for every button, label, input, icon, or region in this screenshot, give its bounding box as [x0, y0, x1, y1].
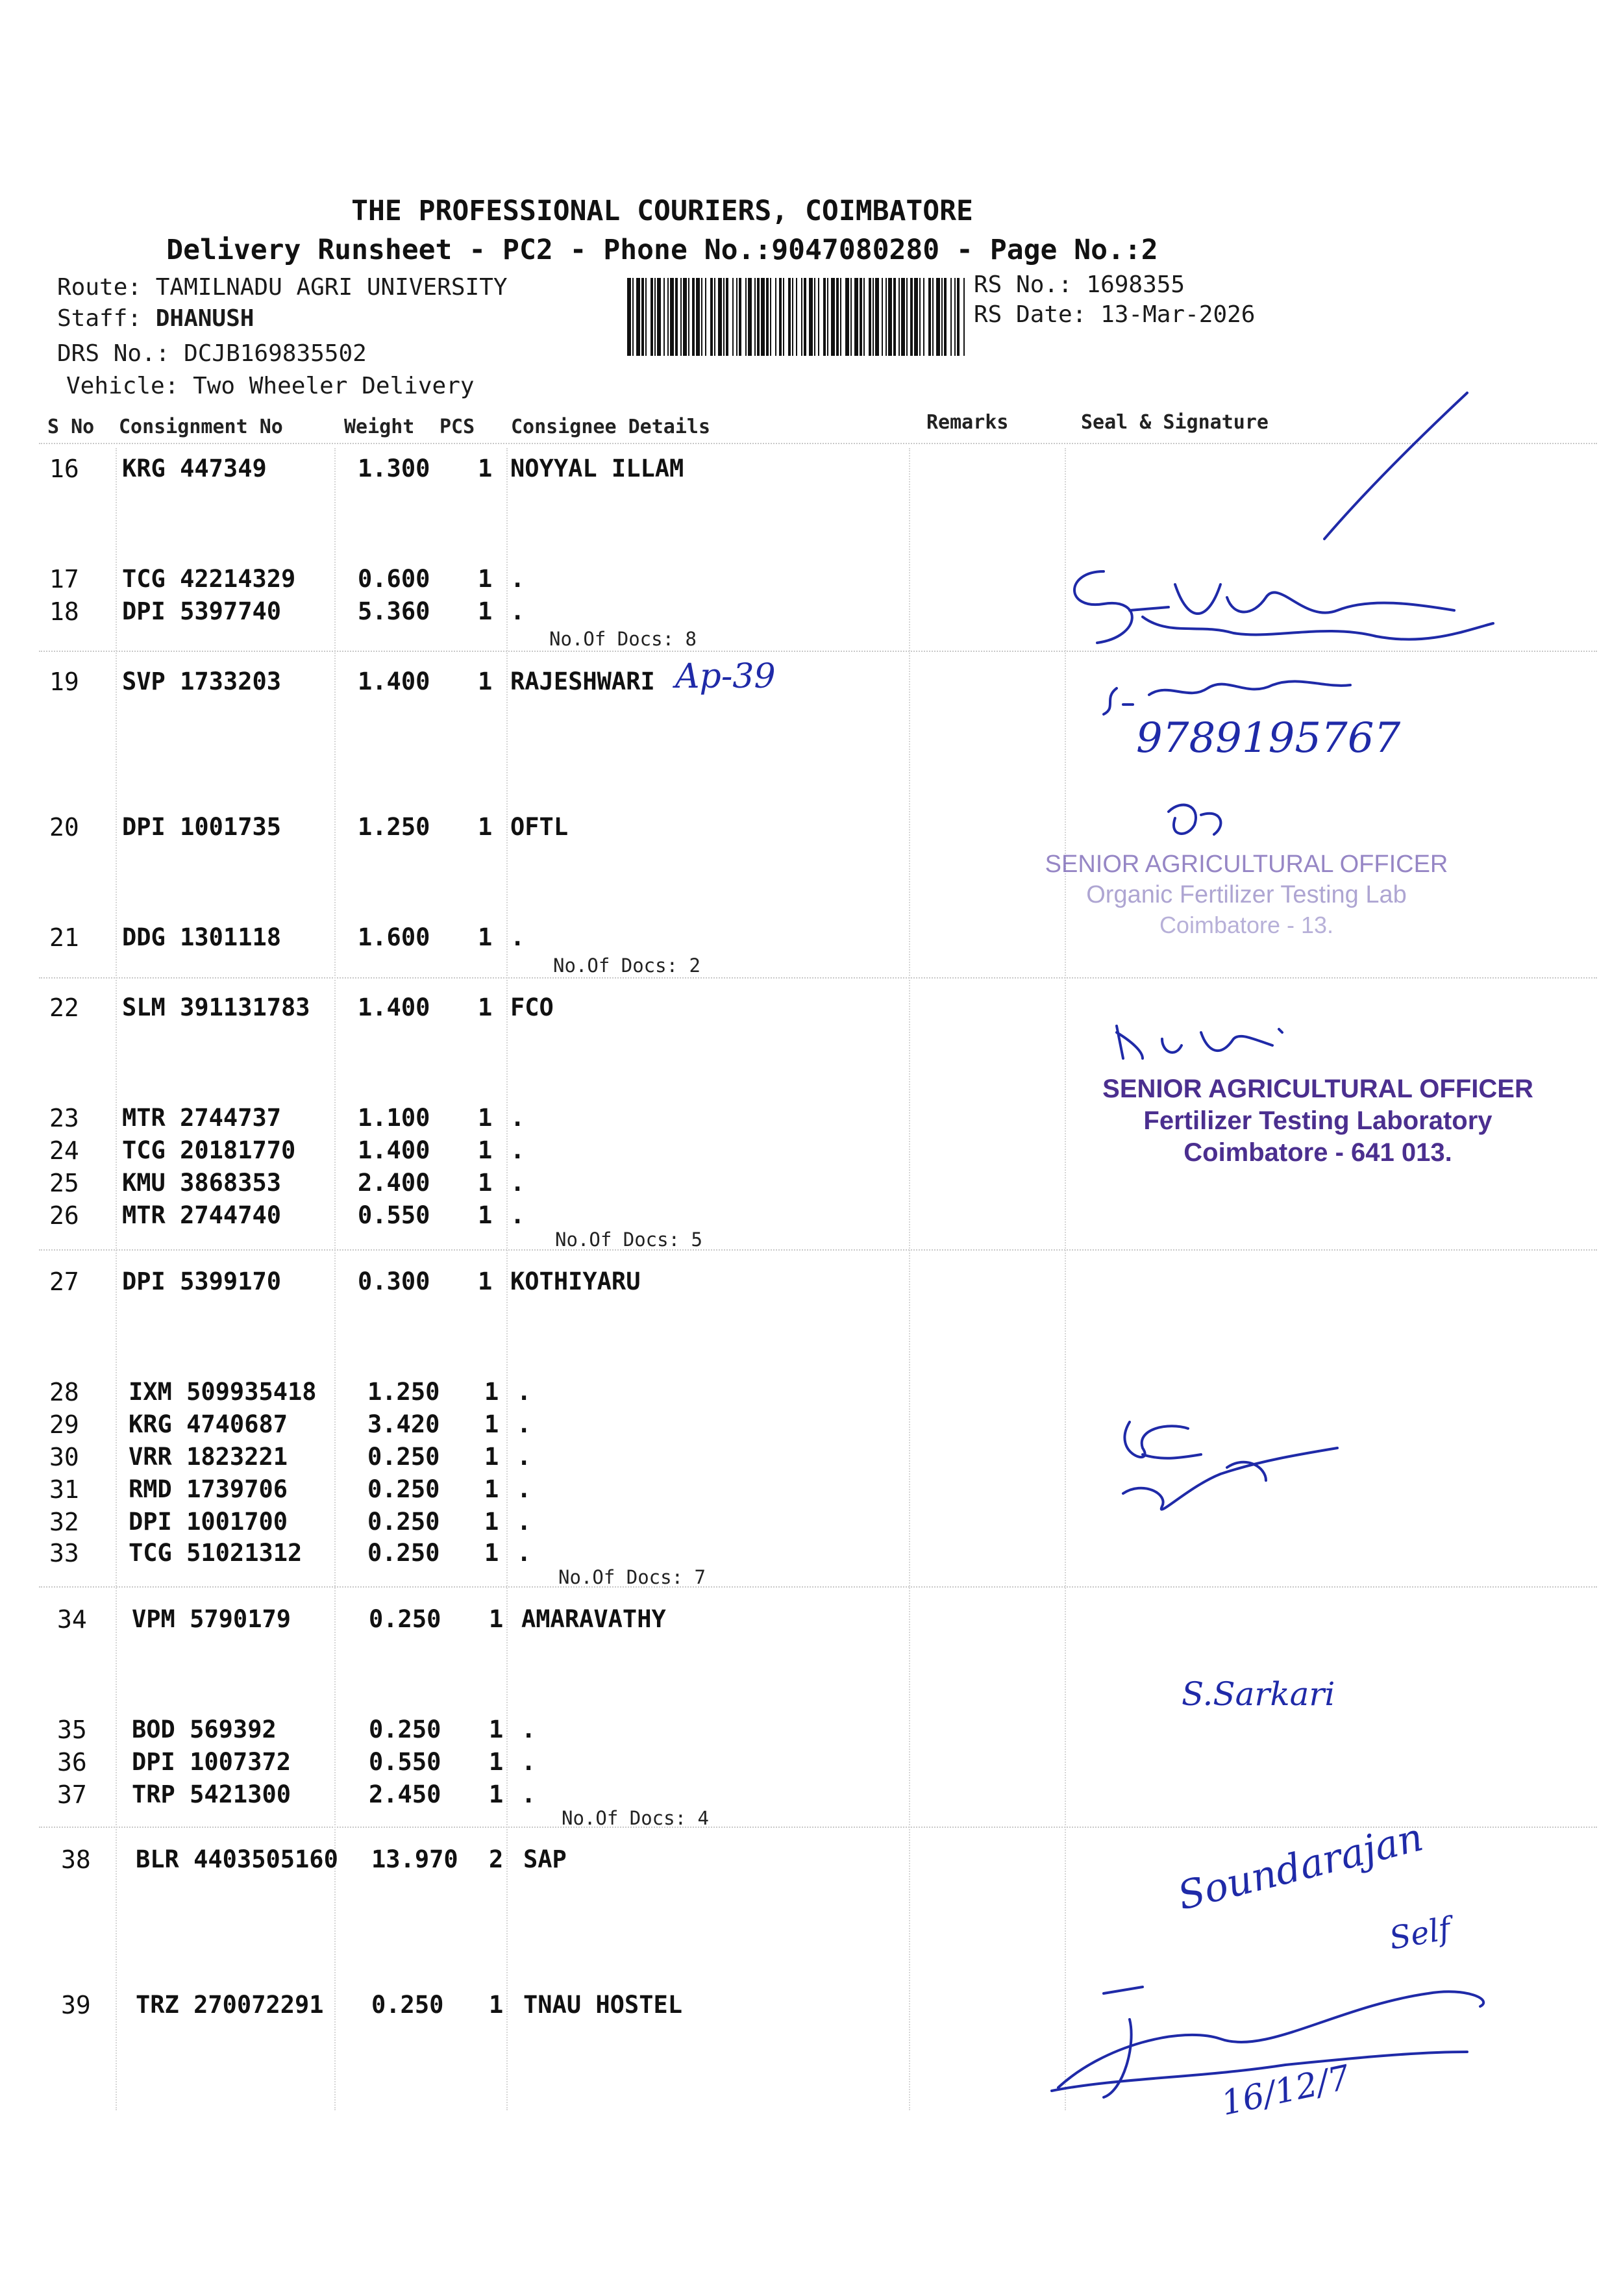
barcode-bar	[869, 278, 871, 356]
barcode-bar	[888, 278, 892, 356]
handwritten-signature-note: S.Sarkari	[1182, 1675, 1335, 1713]
row-pcs: 1	[478, 455, 493, 482]
staff-name: DHANUSH	[155, 305, 254, 332]
barcode-bar	[792, 278, 793, 356]
row-divider	[39, 1249, 1597, 1251]
row-consignment: KRG 4740687	[129, 1410, 288, 1438]
row-consignment: DPI 5397740	[122, 597, 282, 625]
barcode-bar	[667, 278, 669, 356]
row-sno: 27	[49, 1267, 79, 1296]
barcode-bar	[941, 278, 943, 356]
signature-stroke	[1074, 571, 1454, 643]
signature-stroke	[1117, 1026, 1282, 1058]
col-divider	[909, 448, 910, 2110]
barcode-bar	[854, 278, 858, 356]
row-consignee: .	[510, 597, 525, 625]
row-sno: 29	[49, 1410, 79, 1439]
row-consignee: SAP	[523, 1845, 567, 1873]
barcode-bar	[701, 278, 702, 356]
row-divider	[39, 1586, 1597, 1588]
barcode-bar	[726, 278, 728, 356]
runsheet-subtitle: Delivery Runsheet - PC2 - Phone No.:9047080280 - Page No.:2	[166, 234, 1158, 266]
barcode-bar	[928, 278, 931, 356]
row-weight: 0.300	[358, 1267, 430, 1295]
barcode-bar	[818, 278, 819, 356]
barcode-bar	[696, 278, 700, 356]
barcode-bar	[957, 278, 960, 356]
row-pcs: 1	[484, 1475, 499, 1503]
row-sno: 38	[61, 1845, 91, 1874]
barcode-bar	[875, 278, 879, 356]
stamp-line: Coimbatore - 641 013.	[1183, 1138, 1452, 1167]
barcode-bar	[840, 278, 841, 356]
row-sno: 21	[49, 923, 79, 952]
row-consignment: MTR 2744740	[122, 1201, 282, 1229]
rs-number: RS No.: 1698355	[974, 271, 1185, 298]
docs-count: No.Of Docs: 4	[562, 1807, 709, 1829]
barcode-bar	[650, 278, 653, 356]
row-consignee: TNAU HOSTEL	[523, 1991, 683, 2019]
barcode-bar	[831, 278, 835, 356]
handwritten-room-note: Ap-39	[675, 657, 776, 696]
row-weight: 0.250	[367, 1475, 440, 1503]
row-divider	[39, 977, 1597, 979]
row-consignee: .	[517, 1475, 532, 1503]
barcode-bar	[910, 278, 913, 356]
row-consignment: DPI 1001700	[129, 1508, 288, 1536]
stamp-line: Organic Fertilizer Testing Lab	[1086, 881, 1407, 908]
docs-count: No.Of Docs: 2	[553, 955, 700, 977]
staff-label: Staff:	[57, 305, 142, 332]
row-pcs: 1	[484, 1378, 499, 1406]
row-sno: 19	[49, 668, 79, 696]
row-divider	[39, 443, 1597, 444]
stamp-line: Coimbatore - 13.	[1159, 912, 1334, 938]
row-pcs: 1	[489, 1780, 504, 1808]
row-weight: 2.450	[369, 1780, 441, 1808]
row-consignment: TCG 51021312	[129, 1539, 303, 1567]
row-pcs: 1	[489, 1716, 504, 1743]
row-consignee: .	[510, 1136, 525, 1164]
row-sno: 36	[57, 1748, 87, 1777]
row-weight: 1.250	[367, 1378, 440, 1406]
col-sno: S No	[47, 416, 95, 438]
handwritten-date: 16/12/7	[1217, 2058, 1354, 2124]
row-sno: 26	[49, 1201, 79, 1230]
barcode-bar	[801, 278, 802, 356]
row-consignment: IXM 509935418	[129, 1378, 317, 1406]
row-pcs: 1	[478, 1104, 493, 1132]
barcode-bar	[775, 278, 776, 356]
row-consignee: AMARAVATHY	[521, 1605, 666, 1633]
barcode-bar	[809, 278, 813, 356]
barcode-bar	[732, 278, 734, 356]
row-sno: 20	[49, 813, 79, 842]
barcode-bar	[923, 278, 924, 356]
row-consignee: KOTHIYARU	[510, 1267, 641, 1295]
row-weight: 0.250	[367, 1508, 440, 1536]
barcode-bar	[963, 278, 965, 356]
barcode-bar	[688, 278, 689, 356]
row-consignment: SLM 391131783	[122, 993, 310, 1021]
row-sno: 30	[49, 1443, 79, 1471]
staff	[57, 305, 254, 332]
handwritten-phone: 9789195767	[1136, 714, 1401, 762]
barcode-bar	[804, 278, 806, 356]
row-divider	[39, 651, 1597, 652]
row-consignee: .	[517, 1443, 532, 1471]
signature-stroke	[1169, 805, 1220, 834]
barcode-bar	[779, 278, 782, 356]
row-sno: 39	[61, 1991, 91, 2019]
row-sno: 24	[49, 1136, 79, 1165]
row-weight: 0.550	[369, 1748, 441, 1776]
barcode-bar	[745, 278, 747, 356]
row-pcs: 1	[478, 1267, 493, 1295]
row-weight: 1.250	[358, 813, 430, 841]
row-weight: 13.970	[371, 1845, 458, 1873]
row-consignment: KMU 3868353	[122, 1169, 282, 1197]
row-weight: 2.400	[358, 1169, 430, 1197]
barcode-bar	[654, 278, 656, 356]
signature-stroke	[1324, 393, 1467, 539]
barcode-bar	[645, 278, 647, 356]
row-weight: 0.250	[367, 1539, 440, 1567]
row-consignment: DPI 1007372	[132, 1748, 291, 1776]
row-sno: 17	[49, 565, 79, 593]
barcode-bar	[836, 278, 839, 356]
barcode-bar	[739, 278, 741, 356]
row-consignee: .	[517, 1410, 532, 1438]
row-weight: 1.600	[358, 923, 430, 951]
row-consignment: TRZ 270072291	[136, 1991, 324, 2019]
row-consignment: DPI 5399170	[122, 1267, 282, 1295]
barcode-bar	[718, 278, 722, 356]
row-consignee: .	[517, 1508, 532, 1536]
col-weight: Weight	[344, 416, 415, 438]
barcode-bar	[680, 278, 682, 356]
row-sno: 25	[49, 1169, 79, 1197]
col-remarks: Remarks	[926, 411, 1009, 434]
row-weight: 0.550	[358, 1201, 430, 1229]
docs-count: No.Of Docs: 7	[558, 1566, 706, 1588]
row-pcs: 1	[484, 1443, 499, 1471]
drs-number: DRS No.: DCJB169835502	[57, 340, 367, 367]
row-consignee: .	[510, 1104, 525, 1132]
row-consignment: SVP 1733203	[122, 668, 282, 695]
row-pcs: 1	[484, 1539, 499, 1567]
row-weight: 1.300	[358, 455, 430, 482]
row-pcs: 1	[478, 565, 493, 593]
row-consignment: TRP 5421300	[132, 1780, 291, 1808]
barcode-bar	[670, 278, 674, 356]
barcode-bar	[845, 278, 849, 356]
row-weight: 1.400	[358, 668, 430, 695]
signature-stroke	[1123, 1422, 1337, 1510]
row-consignment: VPM 5790179	[132, 1605, 291, 1633]
row-consignment: KRG 447349	[122, 455, 267, 482]
barcode-bar	[944, 278, 947, 356]
barcode-bar	[796, 278, 797, 356]
col-consignee: Consignee Details	[511, 416, 711, 438]
barcode-bar	[936, 278, 940, 356]
row-consignment: BLR 4403505160	[136, 1845, 338, 1873]
barcode-bar	[954, 278, 956, 356]
officer-stamp-fertilizer-lab	[1097, 1075, 1539, 1167]
row-sno: 33	[49, 1539, 79, 1567]
row-consignee: OFTL	[510, 813, 569, 841]
col-consignment: Consignment No	[119, 416, 283, 438]
row-consignment: DDG 1301118	[122, 923, 282, 951]
row-weight: 3.420	[367, 1410, 440, 1438]
row-consignment: VRR 1823221	[129, 1443, 288, 1471]
barcode-bar	[823, 278, 826, 356]
barcode-bar	[705, 278, 706, 356]
col-pcs: PCS	[440, 416, 475, 438]
barcode-bar	[675, 278, 678, 356]
barcode-bar	[748, 278, 752, 356]
col-divider	[506, 448, 508, 2110]
row-weight: 1.100	[358, 1104, 430, 1132]
stamp-line: SENIOR AGRICULTURAL OFFICER	[1045, 851, 1448, 878]
row-pcs: 1	[489, 1991, 504, 2019]
barcode-bar	[873, 278, 874, 356]
row-weight: 0.250	[367, 1443, 440, 1471]
docs-count: No.Of Docs: 5	[555, 1229, 702, 1251]
barcode-bar	[788, 278, 791, 356]
barcode-bar	[932, 278, 934, 356]
row-sno: 31	[49, 1475, 79, 1504]
row-sno: 35	[57, 1716, 87, 1744]
row-consignment: DPI 1001735	[122, 813, 282, 841]
row-sno: 23	[49, 1104, 79, 1132]
row-pcs: 1	[478, 1201, 493, 1229]
barcode-bar	[683, 278, 687, 356]
row-weight: 0.250	[371, 1991, 444, 2019]
barcode-bar	[761, 278, 765, 356]
barcode	[627, 278, 965, 356]
row-pcs: 1	[484, 1508, 499, 1536]
barcode-bar	[898, 278, 900, 356]
row-sno: 28	[49, 1378, 79, 1406]
signature-stroke	[1104, 681, 1350, 714]
row-sno: 32	[49, 1508, 79, 1536]
barcode-bar	[914, 278, 918, 356]
row-consignee: FCO	[510, 993, 554, 1021]
row-weight: 0.250	[369, 1716, 441, 1743]
row-consignee: .	[510, 923, 525, 951]
barcode-bar	[950, 278, 952, 356]
barcode-bar	[814, 278, 815, 356]
barcode-bar	[886, 278, 887, 356]
row-sno: 37	[57, 1780, 87, 1809]
row-weight: 0.600	[358, 565, 430, 593]
barcode-bar	[770, 278, 771, 356]
row-sno: 22	[49, 993, 79, 1022]
row-consignee: .	[510, 1169, 525, 1197]
barcode-bar	[919, 278, 921, 356]
row-consignee: .	[510, 565, 525, 593]
barcode-bar	[714, 278, 715, 356]
row-pcs: 1	[478, 1136, 493, 1164]
row-consignment: RMD 1739706	[129, 1475, 288, 1503]
stamp-line: SENIOR AGRICULTURAL OFFICER	[1102, 1075, 1533, 1103]
company-title: THE PROFESSIONAL COURIERS, COIMBATORE	[351, 195, 973, 227]
row-sno: 18	[49, 597, 79, 626]
row-weight: 1.400	[358, 1136, 430, 1164]
barcode-bar	[641, 278, 644, 356]
row-pcs: 1	[478, 668, 493, 695]
row-pcs: 1	[478, 597, 493, 625]
row-pcs: 1	[478, 993, 493, 1021]
row-pcs: 1	[478, 813, 493, 841]
row-consignee: .	[521, 1748, 536, 1776]
row-sno: 16	[49, 455, 79, 483]
stamp-line: Fertilizer Testing Laboratory	[1143, 1106, 1493, 1135]
barcode-bar	[882, 278, 883, 356]
barcode-bar	[757, 278, 760, 356]
officer-stamp-organic-lab	[1039, 851, 1454, 939]
row-consignee: .	[517, 1378, 532, 1406]
barcode-bar	[754, 278, 756, 356]
col-divider	[1065, 448, 1066, 2110]
barcode-bar	[906, 278, 908, 356]
col-seal-signature: Seal & Signature	[1081, 411, 1269, 434]
row-sno: 34	[57, 1605, 87, 1634]
row-consignment: MTR 2744737	[122, 1104, 282, 1132]
row-consignee: NOYYAL ILLAM	[510, 455, 684, 482]
barcode-bar	[783, 278, 784, 356]
row-consignee: RAJESHWARI	[510, 668, 655, 695]
handwritten-signature-suffix: Self	[1386, 1910, 1454, 1957]
barcode-bar	[860, 278, 862, 356]
handwritten-signature-name: Soundarajan	[1173, 1814, 1428, 1919]
row-consignee: .	[521, 1780, 536, 1808]
row-pcs: 2	[489, 1845, 504, 1873]
barcode-bar	[663, 278, 665, 356]
row-weight: 5.360	[358, 597, 430, 625]
row-pcs: 1	[478, 923, 493, 951]
barcode-bar	[632, 278, 634, 356]
barcode-bar	[893, 278, 896, 356]
row-consignee: .	[521, 1716, 536, 1743]
col-divider	[116, 448, 117, 2110]
row-pcs: 1	[489, 1605, 504, 1633]
signature-stroke	[1143, 617, 1493, 640]
row-pcs: 1	[484, 1410, 499, 1438]
route: Route: TAMILNADU AGRI UNIVERSITY	[57, 274, 508, 301]
row-pcs: 1	[489, 1748, 504, 1776]
row-consignment: TCG 20181770	[122, 1136, 296, 1164]
row-weight: 1.400	[358, 993, 430, 1021]
barcode-bar	[901, 278, 905, 356]
row-weight: 0.250	[369, 1605, 441, 1633]
row-consignment: TCG 42214329	[122, 565, 296, 593]
barcode-bar	[766, 278, 769, 356]
barcode-bar	[723, 278, 725, 356]
docs-count: No.Of Docs: 8	[549, 628, 697, 650]
barcode-bar	[636, 278, 640, 356]
barcode-bar	[863, 278, 865, 356]
barcode-bar	[692, 278, 695, 356]
barcode-bar	[850, 278, 852, 356]
row-consignee: .	[510, 1201, 525, 1229]
rs-date: RS Date: 13-Mar-2026	[974, 301, 1256, 328]
barcode-bar	[627, 278, 631, 356]
barcode-bar	[827, 278, 828, 356]
barcode-bar	[710, 278, 713, 356]
vehicle: Vehicle: Two Wheeler Delivery	[66, 373, 475, 399]
barcode-bar	[657, 278, 661, 356]
row-pcs: 1	[478, 1169, 493, 1197]
barcode-bar	[736, 278, 737, 356]
row-consignee: .	[517, 1539, 532, 1567]
row-consignment: BOD 569392	[132, 1716, 277, 1743]
